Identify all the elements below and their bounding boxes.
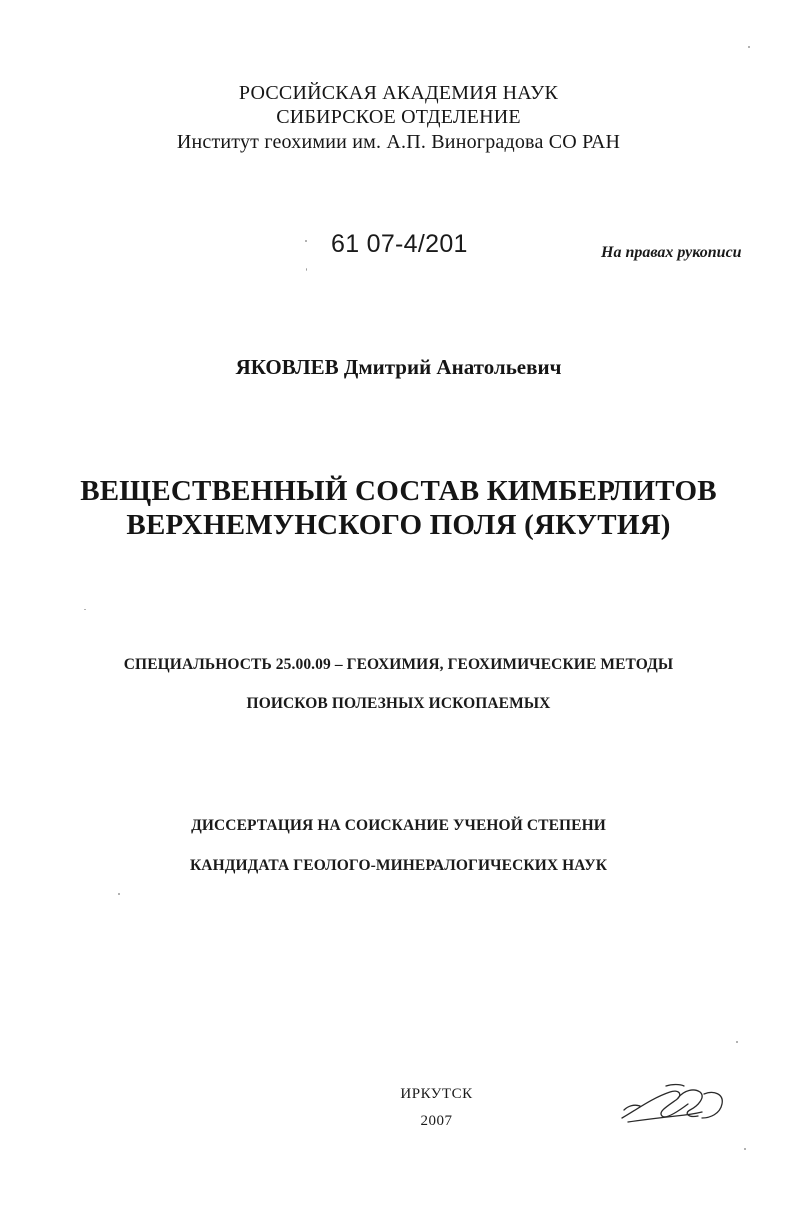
scan-speck: [118, 893, 120, 895]
manuscript-rights-note: На правах рукописи: [601, 244, 742, 261]
specialty-line-2: ПОИСКОВ ПОЛЕЗНЫХ ИСКОПАЕМЫХ: [246, 695, 551, 712]
city-name: ИРКУТСК: [400, 1086, 473, 1102]
division-name: СИБИРСКОЕ ОТДЕЛЕНИЕ: [276, 106, 521, 128]
degree-line-1: ДИССЕРТАЦИЯ НА СОИСКАНИЕ УЧЕНОЙ СТЕПЕНИ: [191, 817, 606, 834]
specialty-line-1: СПЕЦИАЛЬНОСТЬ 25.00.09 – ГЕОХИМИЯ, ГЕОХИМИЧЕСКИЕ МЕТОДЫ: [123, 656, 674, 673]
thesis-title-line-1: ВЕЩЕСТВЕННЫЙ СОСТАВ КИМБЕРЛИТОВ: [80, 475, 717, 507]
scan-speck: [748, 46, 750, 48]
thesis-title-line-2: ВЕРХНЕМУНСКОГО ПОЛЯ (ЯКУТИЯ): [126, 509, 671, 541]
scan-speck: [84, 609, 86, 610]
signature-icon: [618, 1080, 730, 1132]
scan-speck: [306, 268, 307, 271]
library-stamp-number: 61 07-4/201: [331, 230, 468, 258]
scan-speck: [736, 1041, 738, 1043]
academy-name: РОССИЙСКАЯ АКАДЕМИЯ НАУК: [238, 82, 559, 104]
author-name: ЯКОВЛЕВ Дмитрий Анатольевич: [235, 355, 562, 379]
scan-speck: [305, 240, 307, 242]
institute-name: Институт геохимии им. А.П. Виноградова СО РАН: [176, 131, 621, 153]
degree-line-2: КАНДИДАТА ГЕОЛОГО-МИНЕРАЛОГИЧЕСКИХ НАУК: [189, 857, 608, 874]
publication-year: 2007: [420, 1113, 453, 1129]
scan-speck: [744, 1148, 746, 1150]
